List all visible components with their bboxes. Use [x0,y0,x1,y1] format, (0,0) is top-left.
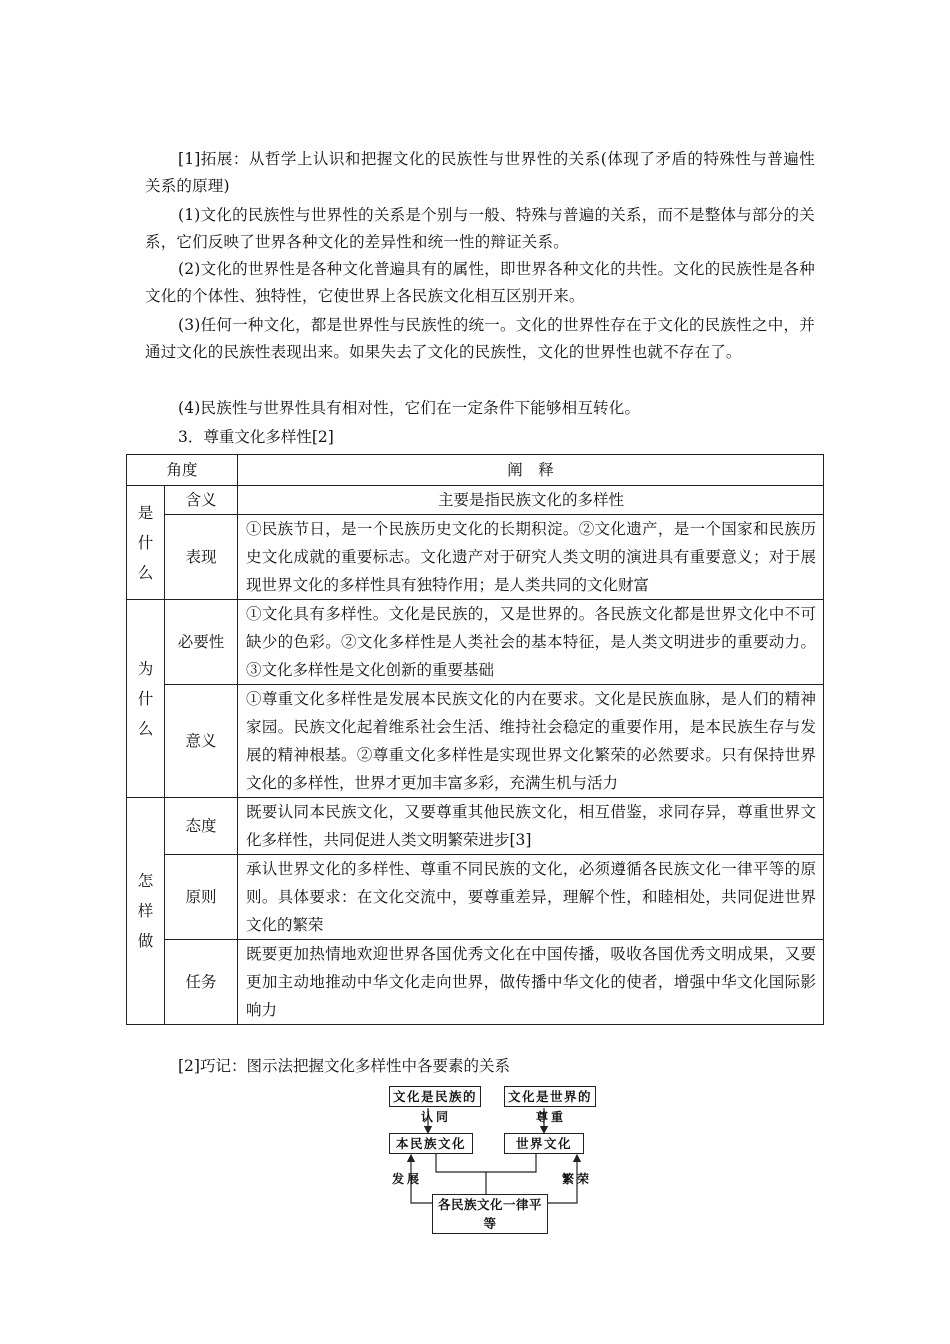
row-label: 任务 [165,940,238,1025]
table-row [127,798,824,855]
table-row [127,600,824,685]
table-row [127,515,824,600]
point-2-paragraph: (2)文化的世界性是各种文化普遍具有的属性，即世界各种文化的共性。文化的民族性是各种文化的个体性、独特性，它使世界上各民族文化相互区别开来。 [145,260,815,305]
label-develop: 发展 [392,1172,423,1186]
relationship-diagram [378,1086,600,1231]
memo-heading: [2]巧记：图示法把握文化多样性中各要素的关系 [178,1057,510,1075]
box-equality: 各民族文化一律平等 [432,1194,548,1234]
label-prosper: 繁荣 [562,1172,593,1186]
header-explain: 阐 释 [238,455,824,486]
box-culture-world: 文化是世界的 [504,1086,596,1107]
table-row [127,685,824,798]
label-recognize: 认同 [421,1110,452,1124]
row-label: 含义 [165,486,238,515]
table-row [127,940,824,1025]
table-row [127,486,824,515]
row-text: 主要是指民族文化的多样性 [238,486,824,515]
box-own-culture: 本民族文化 [389,1133,473,1154]
row-text: 承认世界文化的多样性、尊重不同民族的文化，必须遵循各民族文化一律平等的原则。具体要求：在文化交流中，要尊重差异，理解个性，和睦相处，共同促进世界文化的繁荣 [238,855,824,940]
row-label: 意义 [165,685,238,798]
point-4-paragraph: (4)民族性与世界性具有相对性，它们在一定条件下能够相互转化。 [178,399,641,417]
point-3-paragraph: (3)任何一种文化，都是世界性与民族性的统一。文化的世界性存在于文化的民族性之中，并通过文化的民族性表现出来。如果失去了文化的民族性，文化的世界性也就不存在了。 [145,316,815,361]
row-text: ①尊重文化多样性是发展本民族文化的内在要求。文化是民族血脉，是人们的精神家园。民族文化起着维系社会生活、维持社会稳定的重要作用，是本民族生存与发展的精神根基。②尊重文化多样性是实现世界文化繁荣的必然要求。只有保持世界文化的多样性，世界才更加丰富多彩，充满生机与活力 [238,685,824,798]
group-why: 为什么 [127,600,165,798]
row-text: ①民族节日，是一个民族历史文化的长期积淀。②文化遗产，是一个国家和民族历史文化成就的重要标志。文化遗产对于研究人类文明的演进具有重要意义；对于展现世界文化的多样性具有独特作用；是人类共同的文化财富 [238,515,824,600]
point-1-paragraph: (1)文化的民族性与世界性的关系是个别与一般、特殊与普遍的关系，而不是整体与部分的关系，它们反映了世界各种文化的差异性和统一性的辩证关系。 [145,206,815,251]
box-culture-national: 文化是民族的 [389,1086,481,1107]
row-label: 必要性 [165,600,238,685]
row-text: ①文化具有多样性。文化是民族的，又是世界的。各民族文化都是世界文化中不可缺少的色彩。②文化多样性是人类社会的基本特征，是人类文明进步的重要动力。③文化多样性是文化创新的重要基础 [238,600,824,685]
row-label: 表现 [165,515,238,600]
group-what: 是什么 [127,486,165,600]
group-how: 怎样做 [127,798,165,1025]
table-header-row [127,455,824,486]
row-label: 态度 [165,798,238,855]
header-angle: 角度 [127,455,238,486]
section-heading: 3．尊重文化多样性[2] [178,428,334,446]
label-respect: 尊重 [536,1110,567,1124]
table-row [127,855,824,940]
extension-paragraph: [1]拓展：从哲学上认识和把握文化的民族性与世界性的关系(体现了矛盾的特殊性与普遍性关系的原理) [145,150,815,195]
connector-cultures [436,1154,536,1172]
row-text: 既要认同本民族文化，又要尊重其他民族文化，相互借鉴，求同存异，尊重世界文化多样性，共同促进人类文明繁荣进步[3] [238,798,824,855]
row-text: 既要更加热情地欢迎世界各国优秀文化在中国传播，吸收各国优秀文明成果，又要更加主动地推动中华文化走向世界，做传播中华文化的使者，增强中华文化国际影响力 [238,940,824,1025]
row-label: 原则 [165,855,238,940]
cultural-diversity-table [126,454,824,1025]
box-world-culture: 世界文化 [504,1133,584,1154]
